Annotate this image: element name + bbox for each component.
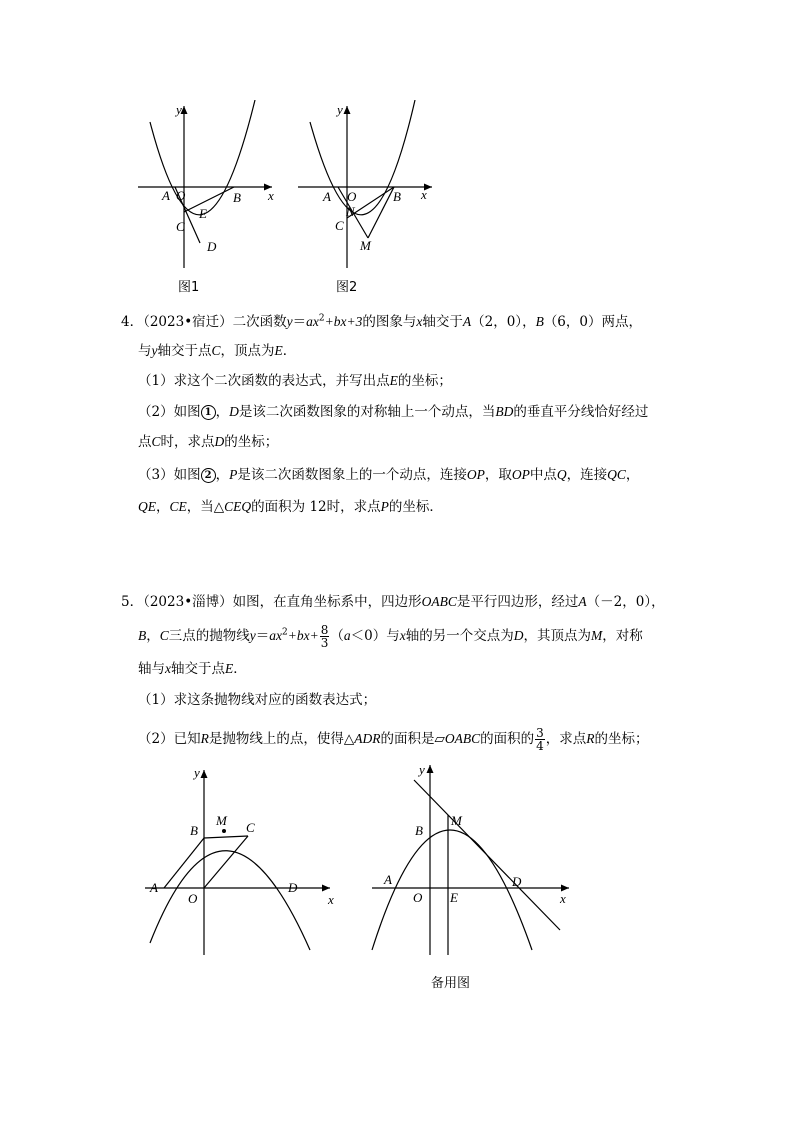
- fig2-label-O: O: [347, 189, 357, 204]
- q4-p2-text: ，: [215, 404, 230, 420]
- q4-p3-Q: Q: [556, 467, 567, 482]
- figure-1: [130, 100, 280, 274]
- q5-var-x: x: [399, 628, 406, 643]
- q4-p3-text: ，: [625, 467, 640, 483]
- q4-p3-text: 中点: [529, 467, 557, 483]
- q4-p3-QC: QC: [607, 467, 626, 482]
- q4-text: ，顶点为: [220, 343, 275, 359]
- q5-part-2: [138, 727, 649, 752]
- fig1-label-C: C: [176, 219, 185, 234]
- q4-p2-text: 的坐标；: [224, 434, 279, 450]
- q5-point-E: E: [225, 661, 234, 676]
- q5-p2-text: （2）已知: [138, 731, 201, 747]
- q5-text: 轴交于点: [171, 661, 225, 677]
- q5-text: 轴与: [138, 661, 165, 677]
- q4-point-E: E: [274, 343, 283, 358]
- circled-1-icon: 1: [201, 405, 216, 420]
- q5-coord-A: （－2，0），: [586, 594, 665, 610]
- q5-p2-text: ，求点: [545, 731, 587, 747]
- fig1-label-O: O: [176, 188, 186, 203]
- q4-text: 与: [138, 343, 152, 359]
- q5-text: 三点的抛物线: [168, 628, 250, 644]
- fig3-label-A: A: [150, 880, 158, 895]
- fig2-label-N: N: [346, 204, 355, 219]
- fig4-label-O: O: [413, 890, 423, 905]
- q4-p3-text: 的坐标．: [388, 499, 443, 515]
- q4-p2-D: D: [214, 434, 225, 449]
- q5-text: ＜0）与: [350, 628, 400, 644]
- q5-eq-eq: ＝: [255, 628, 270, 644]
- q5-p1-text: （1）求这条抛物线对应的函数表达式；: [138, 692, 377, 708]
- q5-eq-y: y: [249, 628, 256, 643]
- figure-4: [362, 760, 582, 964]
- q5-p2-text: 是抛物线上的点，使得△: [208, 731, 355, 747]
- q5-text: ，: [146, 628, 160, 644]
- q4-p3-text: 的面积为 12时，求点: [251, 499, 381, 515]
- fig3-label-O: O: [188, 891, 198, 906]
- q4-coord-A: （2，0）: [471, 314, 523, 330]
- q4-var-x: x: [416, 314, 423, 329]
- q5-frac-den: 3: [320, 636, 329, 650]
- q5-number: 5．: [121, 594, 144, 610]
- q4-line-2: [138, 341, 296, 361]
- q4-p3-P: P: [229, 467, 238, 482]
- q4-part-3: [138, 465, 639, 485]
- q4-p3-CEQ: CEQ: [224, 499, 252, 514]
- q5-p2-text: 的坐标；: [594, 731, 649, 747]
- q5-var-a: a: [343, 628, 351, 643]
- q4-p2-BD: BD: [495, 404, 514, 419]
- fig3-label-y: y: [194, 765, 200, 780]
- q4-text: 的图象与: [362, 314, 417, 330]
- q4-eq-y: y: [286, 314, 293, 329]
- fig2-label-x: x: [421, 187, 427, 202]
- q5-OABC: OABC: [421, 594, 457, 609]
- fig4-label-y: y: [419, 762, 425, 777]
- fig1-label-D: D: [207, 239, 217, 254]
- q5-source: （2023•淄博）: [143, 594, 233, 610]
- fig1-label-x: x: [268, 188, 274, 203]
- fig4-label-A: A: [384, 872, 392, 887]
- q4-p3-text: （3）如图: [138, 467, 201, 483]
- q4-p3-P: P: [380, 499, 389, 514]
- q4-p3-QE: QE: [138, 499, 156, 514]
- figure-2: [290, 100, 440, 274]
- q5-part-1: [138, 690, 376, 710]
- q5-p2-fraction: [535, 727, 545, 752]
- q4-eq-a: ax: [306, 314, 319, 329]
- q4-p3-text: ，当△: [186, 499, 225, 515]
- fig1-label-y: y: [176, 102, 182, 117]
- fig4-label-E: E: [450, 890, 458, 905]
- q4-p2-D: D: [229, 404, 239, 419]
- q5-text: 轴的另一个交点为: [405, 628, 514, 644]
- q4-p3-text: ，: [156, 499, 170, 515]
- q4-point-C: C: [211, 343, 221, 358]
- q4-p3-text: 是该二次函数图象上的一个动点，连接: [237, 467, 467, 483]
- fig3-label-D: D: [288, 880, 298, 895]
- q4-p3-text: ，连接: [566, 467, 608, 483]
- q4-coord-B: （6，0）两点，: [543, 314, 642, 330]
- q4-text: 二次函数: [232, 314, 287, 330]
- fig3-point-M: [222, 829, 226, 833]
- fig4-label-x: x: [560, 891, 566, 906]
- q5-text: ，其顶点为: [523, 628, 591, 644]
- fig3-label-B: B: [190, 823, 198, 838]
- q4-eq-sup: 2: [318, 313, 325, 324]
- fig2-label-B: B: [393, 189, 401, 204]
- q4-line-1: [121, 312, 642, 332]
- q4-p3-OP: OP: [466, 467, 485, 482]
- q4-eq-eq: ＝: [292, 314, 307, 330]
- q5-eq-a: ax: [269, 628, 283, 643]
- fig1-label-A: A: [162, 188, 170, 203]
- q4-source: （2023•宿迁）: [143, 314, 233, 330]
- circled-2-icon: 2: [201, 468, 216, 483]
- q4-p1-text: （1）求这个二次函数的表达式，并写出点: [138, 373, 390, 389]
- fig3-label-C: C: [246, 820, 255, 835]
- q5-text: ．: [233, 661, 247, 677]
- fig2-label-C: C: [335, 218, 344, 233]
- q4-p3-text: ，: [215, 467, 230, 483]
- q5-line-3: [138, 659, 247, 679]
- q5-p2-text: 的面积的: [480, 731, 535, 747]
- fig4-label-M: M: [451, 813, 462, 828]
- q5-frac-num: 8: [320, 623, 329, 637]
- q4-p2-text: 的垂直平分线恰好经过: [513, 404, 649, 420]
- q4-p2-C: C: [151, 434, 161, 449]
- q5-p2-R: R: [586, 731, 595, 746]
- fig1-label-B: B: [233, 190, 241, 205]
- figure-3: [140, 765, 350, 964]
- q5-text: （: [330, 628, 344, 644]
- q5-point-B: B: [138, 628, 147, 643]
- fig2-label-y: y: [337, 102, 343, 117]
- q5-line-2: [138, 624, 643, 649]
- q4-p3-text: ，取: [484, 467, 512, 483]
- q4-var-y: y: [151, 343, 158, 358]
- q4-part-2-cont: [138, 432, 278, 452]
- fig1-caption: 图1: [178, 280, 200, 295]
- q4-eq-b: +bx+3: [324, 314, 363, 329]
- q4-p1-text: 的坐标；: [397, 373, 452, 389]
- fig4-label-D: D: [512, 874, 522, 889]
- fig2-label-M: M: [360, 238, 371, 253]
- fig4-label-B: B: [415, 823, 423, 838]
- q4-text: 轴交于: [422, 314, 463, 330]
- q5-eq-b: +bx+: [287, 628, 319, 643]
- q5-text: 如图，在直角坐标系中，四边形: [232, 594, 422, 610]
- q4-text: ，: [522, 314, 536, 330]
- q5-p2-text: 的面积是▱: [380, 731, 445, 747]
- q4-part-3-cont: [138, 497, 443, 517]
- q5-p2-ADR: ADR: [354, 731, 381, 746]
- fig1-label-E: E: [199, 206, 207, 221]
- q5-text: ，对称: [602, 628, 643, 644]
- q5-p2-frac-den: 4: [536, 739, 544, 753]
- q5-line-1: [121, 592, 665, 612]
- q4-p2-text: （2）如图: [138, 404, 201, 420]
- q4-point-A: A: [462, 314, 472, 329]
- q5-point-A: A: [578, 594, 587, 609]
- q5-p2-R: R: [200, 731, 209, 746]
- q5-var-x: x: [165, 661, 171, 676]
- q5-p2-OABC: OABC: [444, 731, 481, 746]
- fig2-label-A: A: [323, 189, 331, 204]
- q5-text: 是平行四边形，经过: [456, 594, 579, 610]
- q4-text: ．: [282, 343, 297, 359]
- fig3-label-M: M: [216, 813, 227, 828]
- q4-p1-E: E: [389, 373, 398, 388]
- q4-number: 4．: [121, 314, 144, 330]
- q4-p2-text: 点: [138, 434, 152, 450]
- q4-p3-CE: CE: [169, 499, 187, 514]
- fig2-caption: 图2: [336, 280, 358, 295]
- q5-p2-frac-num: 3: [536, 726, 544, 740]
- q5-eq-fraction: [320, 624, 330, 649]
- q4-p3-OP: OP: [511, 467, 530, 482]
- fig3-label-x: x: [328, 892, 334, 907]
- q5-point-M: M: [590, 628, 603, 643]
- q4-text: 轴交于点: [157, 343, 212, 359]
- q5-point-D: D: [513, 628, 524, 643]
- q4-p2-text: 是该二次函数图象的对称轴上一个动点，当: [238, 404, 496, 420]
- fig4-caption: 备用图: [431, 976, 471, 991]
- q4-p2-text: 时，求点: [160, 434, 215, 450]
- q5-point-C: C: [159, 628, 169, 643]
- q4-part-1: [138, 371, 452, 391]
- q4-part-2: [138, 402, 648, 422]
- q4-point-B: B: [535, 314, 544, 329]
- q5-eq-sup: 2: [282, 627, 288, 638]
